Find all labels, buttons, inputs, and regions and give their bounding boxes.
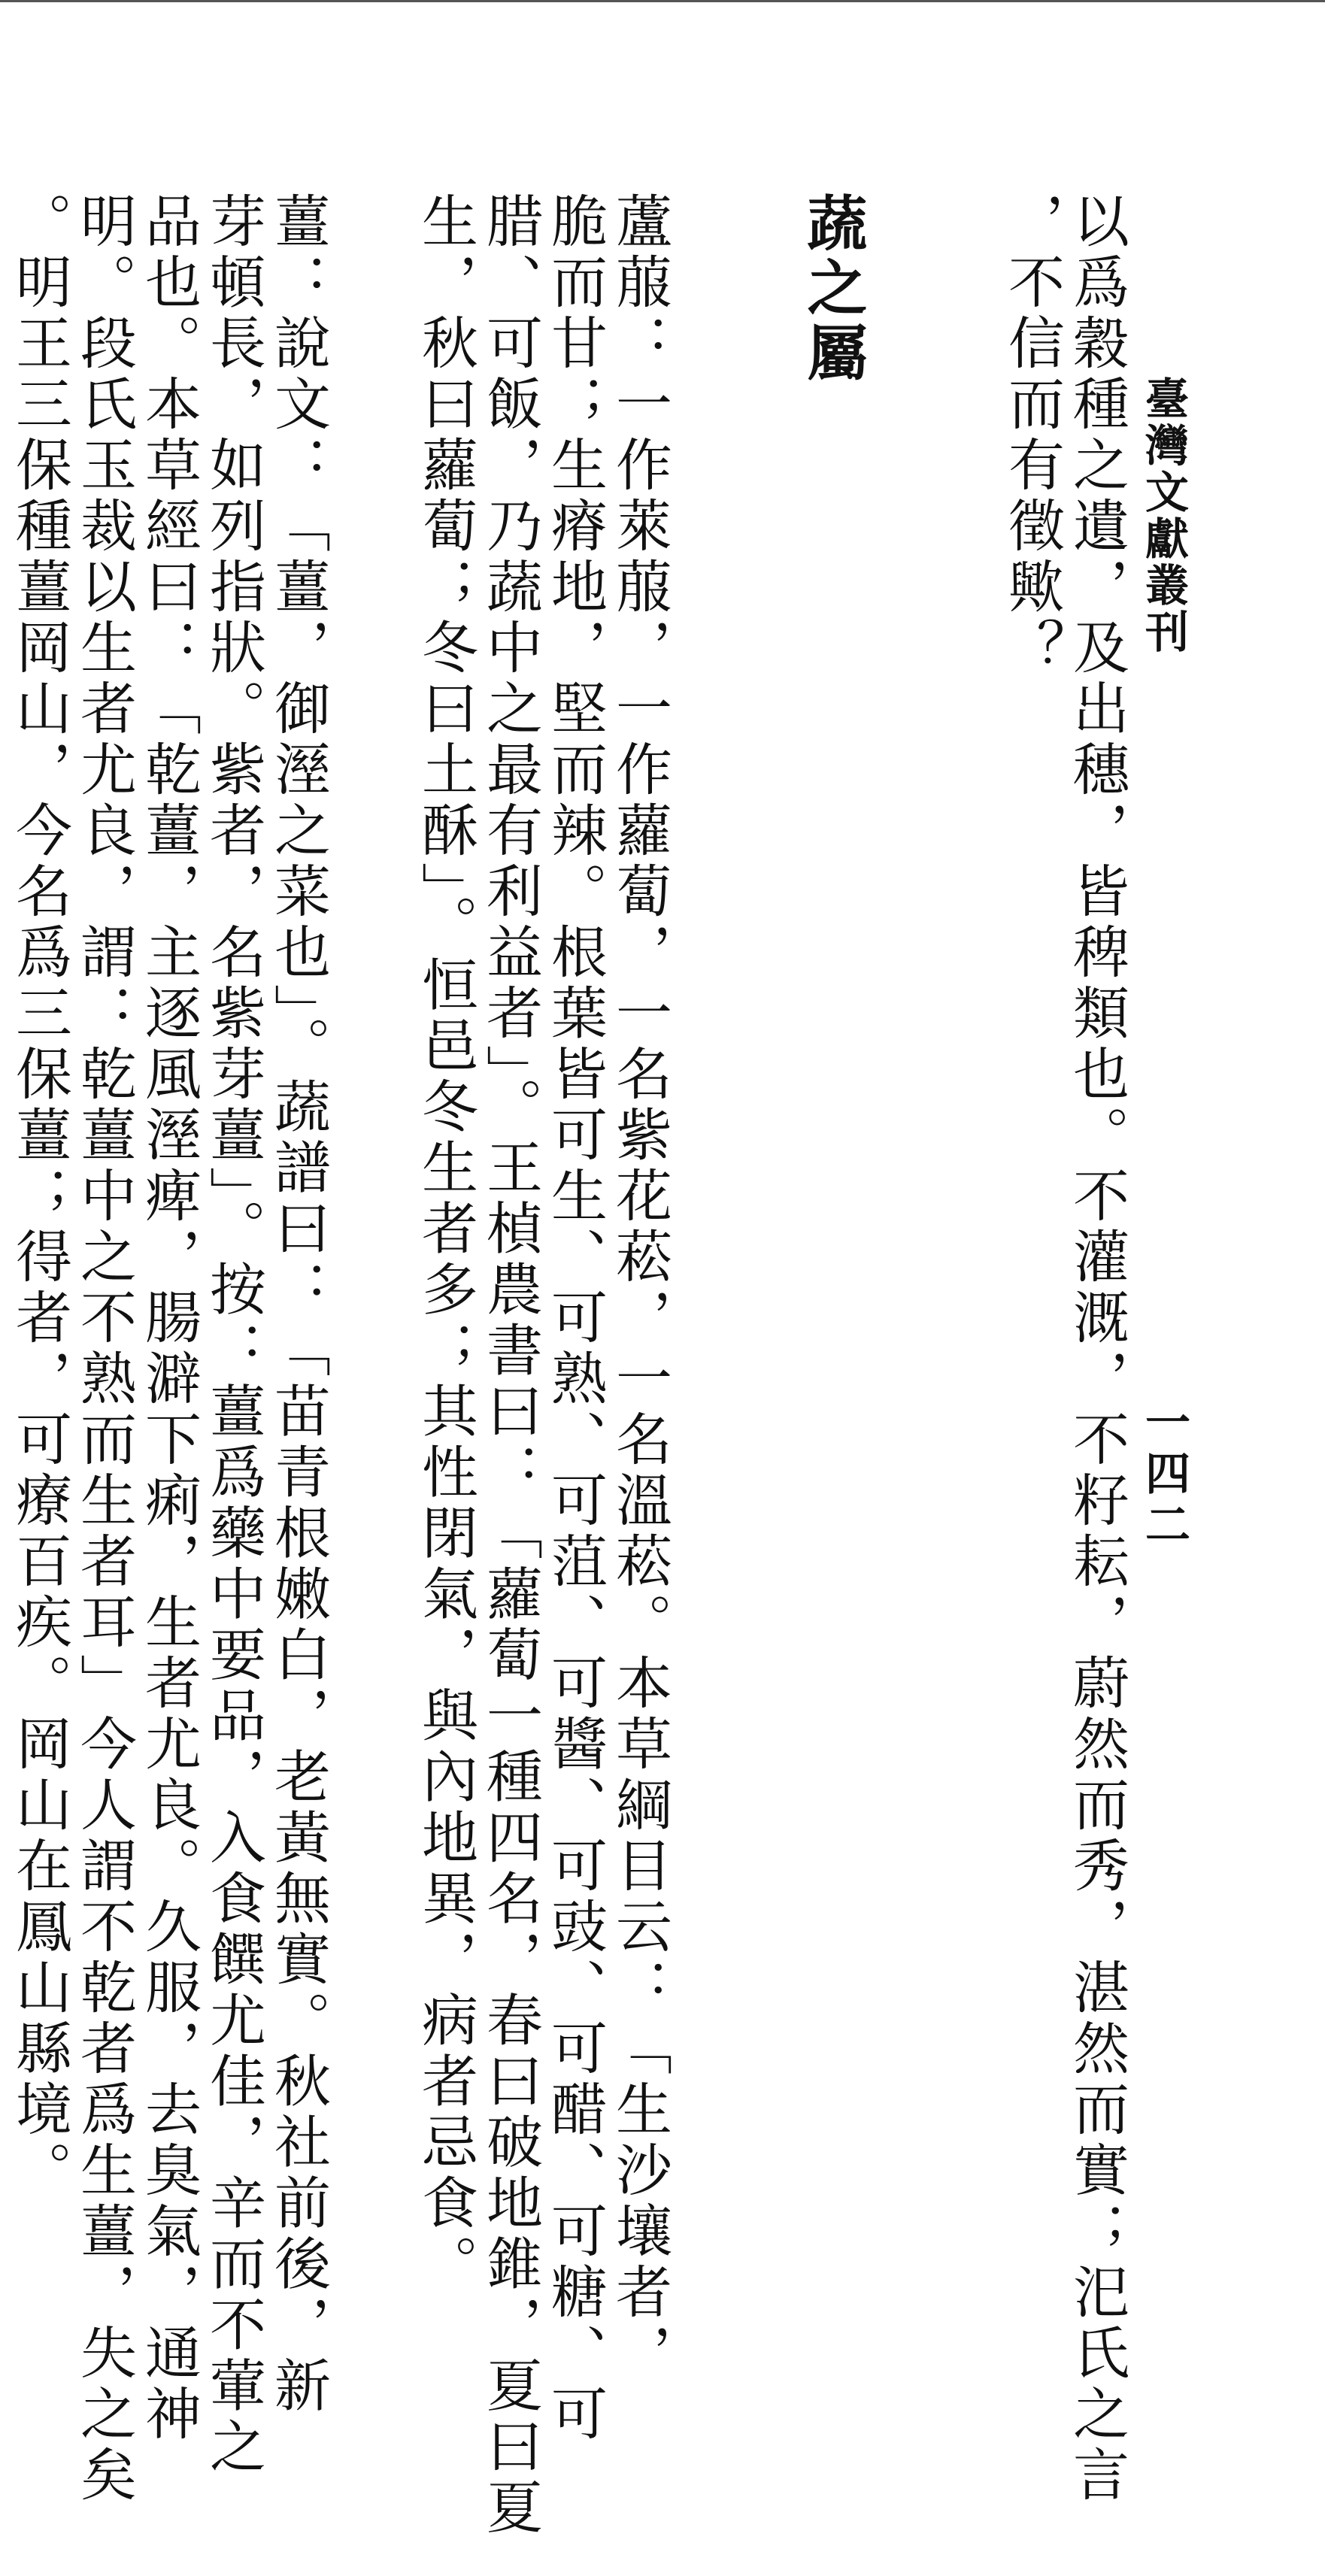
text-column: 蘆菔：一作萊菔，一作蘿蔔，一名紫花菘，一名溫菘。本草綱目云：「生沙壤者， bbox=[607, 192, 673, 2384]
top-rule bbox=[0, 0, 1325, 2]
text-column: 薑：說文：「薑，御溼之菜也」。蔬譜曰：「苗青根嫩白，老黃無實。秋社前後，新 bbox=[265, 192, 332, 2417]
text-column: 脆而甘；生瘠地，堅而辣。根葉皆可生、可熟、可菹、可醬、可豉、可醋、可糖、可 bbox=[542, 192, 608, 2445]
header-title: 臺灣文獻叢刊 bbox=[1138, 376, 1189, 656]
text-column: ，不信而有徵歟？ bbox=[999, 192, 1066, 679]
text-column: 。明王三保種薑岡山，今名爲三保薑；得者，可療百疾。岡山在鳳山縣境。 bbox=[7, 192, 73, 2202]
page-number: 一四二 bbox=[1138, 1399, 1190, 1552]
section-heading: 蔬之屬 bbox=[797, 192, 868, 386]
text-column: 明。段氏玉裁以生者尤良，謂：乾薑中之不熟而生者耳」今人謂不乾者爲生薑，失之矣 bbox=[71, 192, 138, 2506]
text-block bbox=[0, 192, 1130, 2539]
text-column: 生，秋曰蘿蔔；冬曰土酥」。恒邑冬生者多；其性閉氣，與內地異，病者忌食。 bbox=[413, 192, 479, 2296]
text-column: 以爲穀種之遺，及出穗，皆稗類也。不灌溉，不籽耘，蔚然而秀，湛然而實；汜氏之言 bbox=[1064, 192, 1130, 2506]
text-column: 品也。本草經曰：「乾薑，主逐風溼痺，腸澼下痢，生者尤良。久服，去臭氣，通神 bbox=[136, 192, 202, 2445]
text-column: 芽頓長，如列指狀。紫者，名紫芽薑」。按：薑爲藥中要品，入食饌尤佳，辛而不葷之 bbox=[201, 192, 267, 2478]
text-column: 腊、可飯，乃蔬中之最有利益者」。王楨農書曰：「蘿蔔一種四名，春曰破地錐，夏曰夏 bbox=[478, 192, 544, 2539]
